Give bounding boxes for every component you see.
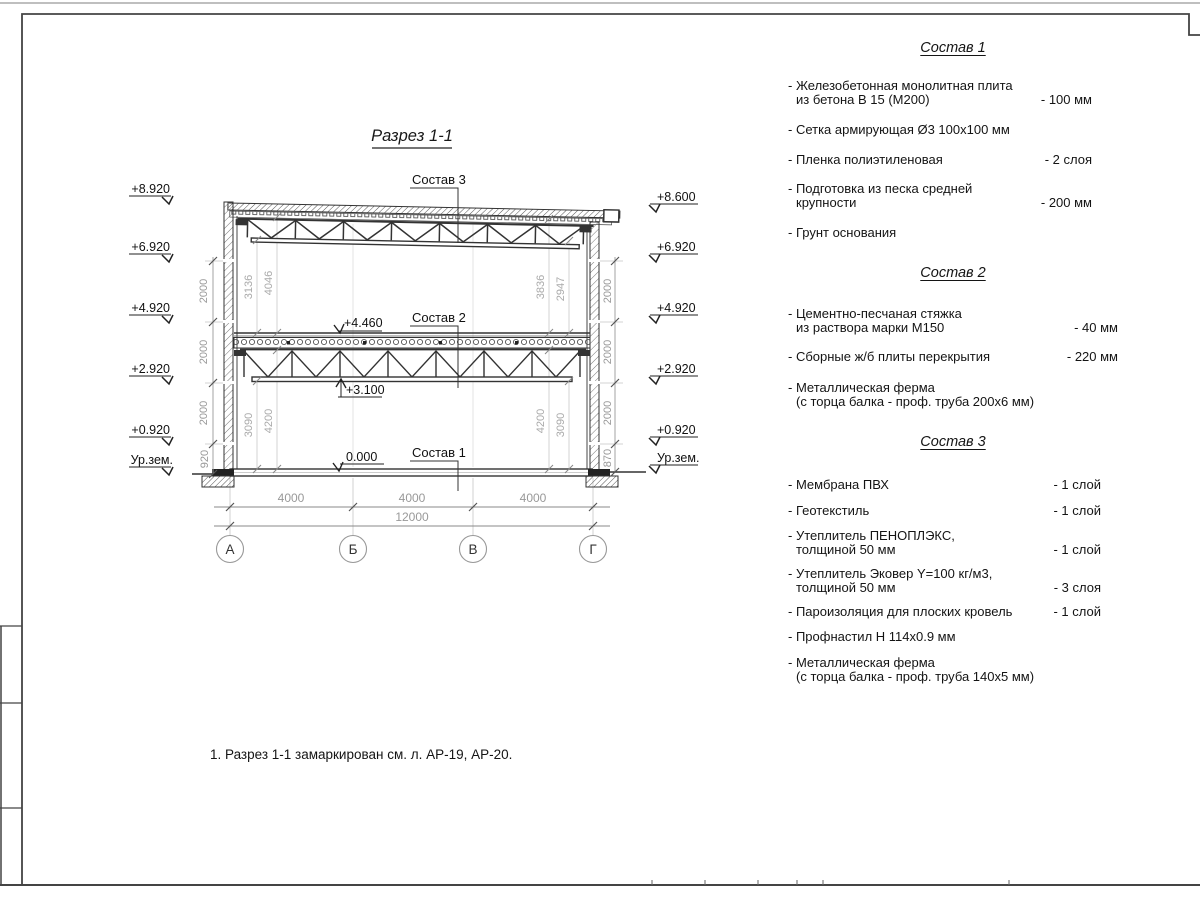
dim-upper-3: 2947 [555,276,567,302]
chain-right-0: 2000 [602,278,614,304]
level-left-4: +0.920 [131,423,170,437]
spec-item [788,226,1092,240]
spec-item [788,567,1101,595]
spec-line: - Железобетонная монолитная плита [788,78,1013,93]
spec-line: (с торца балка - проф. труба 200х6 мм) [796,394,1035,409]
level-right-2: +4.920 [657,301,696,315]
dim-upper-0: 3136 [243,274,255,300]
chain-labels [198,276,614,469]
level-left-3: +2.920 [131,362,170,376]
spec-item [788,79,1092,107]
page-title: Разрез 1-1 [371,127,453,145]
spec-item [788,605,1101,619]
drawing-title [371,127,453,148]
dim-bottom-0: 4000 [277,491,305,505]
spec-line: - Профнастил Н 114х0.9 мм [788,629,956,644]
dim-lower-2: 4200 [535,408,547,434]
spec-item [788,350,1118,364]
level-left-2: +4.920 [131,301,170,315]
dim-total: 12000 [395,510,429,524]
level-left-0: +8.920 [131,182,170,196]
chain-left-3: 920 [199,449,211,469]
spec-line: - Мембрана ПВХ [788,477,889,492]
floor-assembly [234,333,590,382]
panel-title-sostav1: Состав 1 [920,40,986,56]
spec-line: - Металлическая ферма [788,380,935,395]
spec-line: из бетона В 15 (М200) [796,92,930,107]
dim-bottom-2: 4000 [519,491,547,505]
chain-right-2: 2000 [602,400,614,426]
roof-assembly [227,202,620,250]
level-left-1: +6.920 [131,240,170,254]
mark-3100: +3.100 [346,383,385,397]
spec-item [788,630,1101,644]
mark-4460: +4.460 [344,316,383,330]
spec-line: из раствора марки М150 [796,320,945,335]
spec-line: - Металлическая ферма [788,655,935,670]
spec-line: - Подготовка из песка средней [788,181,973,196]
spec-item [788,478,1101,492]
dim-bottom-1: 4000 [398,491,426,505]
leader-label-sostav2: Состав 2 [412,310,466,325]
spec-item [788,381,1118,409]
roof-end-cap [604,210,619,222]
panel-title-sostav2: Состав 2 [920,265,986,281]
spec-line: - Утеплитель Эковер Y=100 кг/м3, [788,566,993,581]
spec-line: - Грунт основания [788,225,897,240]
elevation-marks-right [649,190,699,473]
spec-line: крупности [796,195,857,210]
spec-line: - Пароизоляция для плоских кровель [788,604,1013,619]
spec-value: - 1 слой [1053,604,1101,619]
spec-line: толщиной 50 мм [796,542,896,557]
axis-bubbles [217,536,607,563]
spec-line: (с торца балка - проф. труба 140х5 мм) [796,669,1035,684]
floor-truss [234,350,590,382]
level-right-4: +0.920 [657,423,696,437]
spec-line: - Цементно-песчаная стяжка [788,306,962,321]
spec-value: - 220 мм [1066,349,1118,364]
level-right-3: +2.920 [657,362,696,376]
spec-line: - Сборные ж/б плиты перекрытия [788,349,991,364]
spec-item [788,153,1092,167]
chain-right-3: 870 [602,448,614,468]
mark-0000: 0.000 [346,450,378,464]
leader-label-sostav1: Состав 1 [412,445,466,460]
spec-line: - Геотекстиль [788,503,870,518]
axis-label-v: В [468,542,478,557]
spec-line: толщиной 50 мм [796,580,896,595]
chain-left-1: 2000 [198,339,210,365]
spec-line: - Сетка армирующая Ø3 100х100 мм [788,122,1010,137]
spec-value: - 1 слой [1053,542,1101,557]
spec-line: - Пленка полиэтиленовая [788,152,943,167]
elevation-marks-left [129,182,173,475]
specification-panel [788,0,1120,900]
panel-title-sostav3: Состав 3 [920,434,986,450]
spec-line: - Утеплитель ПЕНОПЛЭКС, [788,528,955,543]
spec-value: - 3 слоя [1053,580,1101,595]
chain-right-1: 2000 [602,339,614,365]
axis-label-a: А [225,542,235,557]
chain-left-0: 2000 [198,278,210,304]
spec-value: - 1 слой [1053,503,1101,518]
bottom-dims [214,491,610,530]
dim-upper-1: 4046 [263,270,275,296]
spec-value: - 100 мм [1040,92,1092,107]
spec-item [788,504,1101,518]
axis-label-g: Г [589,542,597,557]
sheet-note: 1. Разрез 1-1 замаркирован см. л. АР-19, АР-20. [210,747,513,762]
level-left-5: Ур.зем. [130,453,173,467]
spec-value: - 200 мм [1040,195,1092,210]
spec-item [788,656,1101,684]
level-right-0: +8.600 [657,190,696,204]
dim-lower-0: 3090 [243,412,255,438]
spec-item [788,307,1118,335]
axis-label-b: Б [348,542,358,557]
ground-floor [192,469,646,487]
dim-lower-3: 3090 [555,412,567,438]
dim-upper-2: 3836 [535,274,547,300]
chain-left [209,257,217,478]
spec-item [788,123,1092,137]
level-right-1: +6.920 [657,240,696,254]
spec-value: - 1 слой [1053,477,1101,492]
chain-left-2: 2000 [198,400,210,426]
spec-item [788,182,1092,210]
level-right-5: Ур.зем. [657,451,700,465]
spec-item [788,529,1101,557]
spec-value: - 2 слоя [1044,152,1092,167]
spec-value: - 40 мм [1074,320,1118,335]
dim-lower-1: 4200 [263,408,275,434]
leader-label-sostav3: Состав 3 [412,172,466,187]
